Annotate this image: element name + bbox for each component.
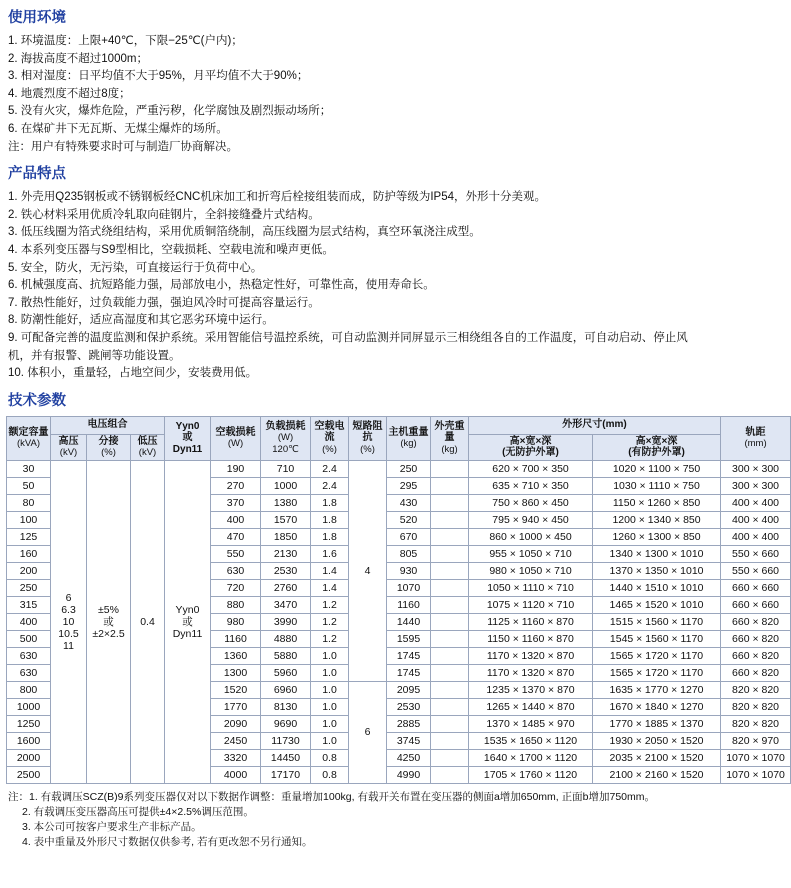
cell-track: 550 × 660 bbox=[721, 562, 791, 579]
th-lv: 低压 (kV) bbox=[131, 434, 165, 460]
cell-capacity: 1000 bbox=[7, 698, 51, 715]
cell-no-load-loss: 2090 bbox=[211, 715, 261, 732]
cell-no-load-current: 1.2 bbox=[311, 630, 349, 647]
cell-capacity: 315 bbox=[7, 596, 51, 613]
cell-no-load-loss: 4000 bbox=[211, 766, 261, 783]
cell-no-load-current: 1.8 bbox=[311, 494, 349, 511]
cell-dims-no-cover: 980 × 1050 × 710 bbox=[469, 562, 593, 579]
cell-case-weight bbox=[431, 715, 469, 732]
th-core-weight: 主机重量 (kg) bbox=[387, 416, 431, 460]
th-no-load-loss: 空载损耗 (W) bbox=[211, 416, 261, 460]
cell-dims-cover: 1770 × 1885 × 1370 bbox=[593, 715, 721, 732]
cell-no-load-current: 0.8 bbox=[311, 766, 349, 783]
cell-dims-no-cover: 1235 × 1370 × 870 bbox=[469, 681, 593, 698]
environment-list bbox=[8, 33, 700, 156]
cell-load-loss: 2760 bbox=[261, 579, 311, 596]
cell-no-load-current: 1.0 bbox=[311, 664, 349, 681]
cell-core-weight: 2530 bbox=[387, 698, 431, 715]
cell-dims-cover: 2035 × 2100 × 1520 bbox=[593, 749, 721, 766]
cell-core-weight: 295 bbox=[387, 477, 431, 494]
section-spec bbox=[0, 389, 785, 850]
cell-dims-no-cover: 1705 × 1760 × 1120 bbox=[469, 766, 593, 783]
cell-core-weight: 4990 bbox=[387, 766, 431, 783]
cell-load-loss: 1570 bbox=[261, 511, 311, 528]
cell-no-load-current: 1.6 bbox=[311, 545, 349, 562]
cell-load-loss: 1380 bbox=[261, 494, 311, 511]
cell-track: 1070 × 1070 bbox=[721, 766, 791, 783]
cell-case-weight bbox=[431, 477, 469, 494]
cell-dims-cover: 1565 × 1720 × 1170 bbox=[593, 664, 721, 681]
cell-track: 820 × 820 bbox=[721, 681, 791, 698]
cell-no-load-current: 1.4 bbox=[311, 579, 349, 596]
cell-core-weight: 520 bbox=[387, 511, 431, 528]
cell-dims-no-cover: 1050 × 1110 × 710 bbox=[469, 579, 593, 596]
cell-case-weight bbox=[431, 732, 469, 749]
list-item: 9. 可配备完善的温度监测和保护系统。采用智能信号温控系统，可自动监测并同屏显示三相绕组各自的工作温度，可自动启动、停止风机，并有报警、跳闸等功能设置。 bbox=[8, 331, 688, 362]
cell-no-load-current: 0.8 bbox=[311, 749, 349, 766]
cell-capacity: 80 bbox=[7, 494, 51, 511]
th-dims-no-cover: 高×宽×深 (无防护外罩) bbox=[469, 434, 593, 460]
cell-case-weight bbox=[431, 579, 469, 596]
cell-dims-cover: 1465 × 1520 × 1010 bbox=[593, 596, 721, 613]
cell-connection: Yyn0 或 Dyn11 bbox=[165, 460, 211, 783]
cell-core-weight: 250 bbox=[387, 460, 431, 477]
list-item: 4. 地震烈度不超过8度； bbox=[8, 87, 131, 100]
cell-capacity: 50 bbox=[7, 477, 51, 494]
list-item: 5. 安全，防火，无污染，可直接运行于负荷中心。 bbox=[8, 261, 263, 274]
cell-impedance-4: 4 bbox=[349, 460, 387, 681]
cell-dims-no-cover: 795 × 940 × 450 bbox=[469, 511, 593, 528]
cell-dims-cover: 1930 × 2050 × 1520 bbox=[593, 732, 721, 749]
cell-dims-cover: 2100 × 2160 × 1520 bbox=[593, 766, 721, 783]
cell-no-load-current: 1.4 bbox=[311, 562, 349, 579]
cell-load-loss: 710 bbox=[261, 460, 311, 477]
cell-capacity: 630 bbox=[7, 647, 51, 664]
cell-track: 660 × 820 bbox=[721, 664, 791, 681]
cell-no-load-loss: 3320 bbox=[211, 749, 261, 766]
cell-dims-cover: 1260 × 1300 × 850 bbox=[593, 528, 721, 545]
cell-dims-no-cover: 1265 × 1440 × 870 bbox=[469, 698, 593, 715]
cell-dims-cover: 1545 × 1560 × 1170 bbox=[593, 630, 721, 647]
cell-core-weight: 3745 bbox=[387, 732, 431, 749]
cell-dims-cover: 1370 × 1350 × 1010 bbox=[593, 562, 721, 579]
cell-case-weight bbox=[431, 596, 469, 613]
note-item: 注：1. 有载调压SCZ(B)9系列变压器仅对以下数据作调整：重量增加100kg, 有载开关布置在变压器的侧面a增加650mm, 正面b增加750mm。 bbox=[8, 790, 655, 803]
cell-track: 660 × 820 bbox=[721, 647, 791, 664]
cell-dims-no-cover: 1640 × 1700 × 1120 bbox=[469, 749, 593, 766]
section-features-title: 产品特点 bbox=[8, 166, 66, 183]
cell-case-weight bbox=[431, 698, 469, 715]
cell-core-weight: 4250 bbox=[387, 749, 431, 766]
list-item: 6. 在煤矿井下无瓦斯、无煤尘爆炸的场所。 bbox=[8, 122, 228, 135]
cell-capacity: 30 bbox=[7, 460, 51, 477]
th-connection: Yyn0 或 Dyn11 bbox=[165, 416, 211, 460]
cell-track: 300 × 300 bbox=[721, 477, 791, 494]
cell-case-weight bbox=[431, 681, 469, 698]
cell-track: 400 × 400 bbox=[721, 528, 791, 545]
cell-no-load-loss: 1360 bbox=[211, 647, 261, 664]
cell-track: 660 × 660 bbox=[721, 596, 791, 613]
cell-no-load-loss: 400 bbox=[211, 511, 261, 528]
th-hv: 高压 (kV) bbox=[51, 434, 87, 460]
cell-dims-no-cover: 1075 × 1120 × 710 bbox=[469, 596, 593, 613]
list-item: 6. 机械强度高、抗短路能力强，局部放电小，热稳定性好，可靠性高，使用寿命长。 bbox=[8, 279, 435, 292]
spec-table bbox=[6, 416, 791, 784]
cell-load-loss: 17170 bbox=[261, 766, 311, 783]
note-item: 2. 有载调压变压器高压可提供±4×2.5%调压范围。 bbox=[22, 805, 254, 818]
cell-capacity: 100 bbox=[7, 511, 51, 528]
cell-no-load-loss: 630 bbox=[211, 562, 261, 579]
th-capacity: 额定容量 (kVA) bbox=[7, 416, 51, 460]
cell-capacity: 125 bbox=[7, 528, 51, 545]
cell-dims-no-cover: 1370 × 1485 × 970 bbox=[469, 715, 593, 732]
cell-no-load-current: 1.0 bbox=[311, 715, 349, 732]
cell-core-weight: 2885 bbox=[387, 715, 431, 732]
cell-dims-cover: 1020 × 1100 × 750 bbox=[593, 460, 721, 477]
cell-track: 820 × 970 bbox=[721, 732, 791, 749]
cell-dims-no-cover: 1150 × 1160 × 870 bbox=[469, 630, 593, 647]
cell-track: 550 × 660 bbox=[721, 545, 791, 562]
cell-capacity: 500 bbox=[7, 630, 51, 647]
th-load-loss: 负载损耗 (W) 120℃ bbox=[261, 416, 311, 460]
cell-load-loss: 14450 bbox=[261, 749, 311, 766]
cell-no-load-loss: 1520 bbox=[211, 681, 261, 698]
cell-capacity: 250 bbox=[7, 579, 51, 596]
cell-no-load-loss: 2450 bbox=[211, 732, 261, 749]
list-item: 4. 本系列变压器与S9型相比，空载损耗、空载电流和噪声更低。 bbox=[8, 243, 334, 256]
cell-no-load-current: 1.8 bbox=[311, 528, 349, 545]
cell-track: 820 × 820 bbox=[721, 698, 791, 715]
cell-core-weight: 1160 bbox=[387, 596, 431, 613]
cell-capacity: 200 bbox=[7, 562, 51, 579]
cell-capacity: 2500 bbox=[7, 766, 51, 783]
cell-dims-cover: 1150 × 1260 × 850 bbox=[593, 494, 721, 511]
th-no-load-current: 空载电流 (%) bbox=[311, 416, 349, 460]
cell-case-weight bbox=[431, 613, 469, 630]
cell-core-weight: 430 bbox=[387, 494, 431, 511]
cell-capacity: 2000 bbox=[7, 749, 51, 766]
list-item: 2. 海拔高度不超过1000m； bbox=[8, 52, 148, 65]
list-item: 3. 相对湿度：日平均值不大于95%，月平均值不大于90%； bbox=[8, 70, 309, 83]
cell-no-load-current: 1.0 bbox=[311, 647, 349, 664]
cell-load-loss: 9690 bbox=[261, 715, 311, 732]
cell-case-weight bbox=[431, 630, 469, 647]
cell-dims-cover: 1200 × 1340 × 850 bbox=[593, 511, 721, 528]
th-case-weight: 外壳重量 (kg) bbox=[431, 416, 469, 460]
section-features bbox=[0, 162, 700, 383]
section-spec-title: 技术参数 bbox=[8, 392, 66, 409]
cell-capacity: 160 bbox=[7, 545, 51, 562]
cell-core-weight: 1440 bbox=[387, 613, 431, 630]
spec-table-wrap bbox=[6, 416, 785, 784]
cell-load-loss: 2130 bbox=[261, 545, 311, 562]
features-list bbox=[8, 189, 700, 383]
cell-load-loss: 8130 bbox=[261, 698, 311, 715]
list-item: 5. 没有火灾，爆炸危险，严重污秽，化学腐蚀及剧烈振动场所； bbox=[8, 105, 332, 118]
cell-case-weight bbox=[431, 545, 469, 562]
cell-no-load-current: 1.0 bbox=[311, 698, 349, 715]
cell-no-load-loss: 1300 bbox=[211, 664, 261, 681]
note-item: 3. 本公司可按客户要求生产非标产品。 bbox=[22, 820, 202, 833]
cell-case-weight bbox=[431, 528, 469, 545]
cell-core-weight: 670 bbox=[387, 528, 431, 545]
cell-impedance-6: 6 bbox=[349, 681, 387, 783]
cell-dims-no-cover: 635 × 710 × 350 bbox=[469, 477, 593, 494]
cell-dims-no-cover: 620 × 700 × 350 bbox=[469, 460, 593, 477]
cell-no-load-loss: 1770 bbox=[211, 698, 261, 715]
spec-table-body bbox=[7, 460, 791, 783]
cell-capacity: 800 bbox=[7, 681, 51, 698]
cell-lv: 0.4 bbox=[131, 460, 165, 783]
list-item: 注：用户有特殊要求时可与制造厂协商解决。 bbox=[8, 140, 238, 153]
note-item: 4. 表中重量及外形尺寸数据仅供参考, 若有更改恕不另行通知。 bbox=[22, 835, 313, 848]
cell-case-weight bbox=[431, 647, 469, 664]
cell-capacity: 1600 bbox=[7, 732, 51, 749]
cell-dims-no-cover: 1170 × 1320 × 870 bbox=[469, 664, 593, 681]
cell-core-weight: 2095 bbox=[387, 681, 431, 698]
cell-case-weight bbox=[431, 460, 469, 477]
cell-dims-no-cover: 955 × 1050 × 710 bbox=[469, 545, 593, 562]
th-voltage-group: 电压组合 bbox=[51, 416, 165, 434]
cell-capacity: 400 bbox=[7, 613, 51, 630]
cell-core-weight: 930 bbox=[387, 562, 431, 579]
cell-no-load-loss: 470 bbox=[211, 528, 261, 545]
cell-dims-cover: 1440 × 1510 × 1010 bbox=[593, 579, 721, 596]
cell-no-load-current: 1.8 bbox=[311, 511, 349, 528]
table-notes bbox=[8, 790, 700, 850]
cell-core-weight: 805 bbox=[387, 545, 431, 562]
cell-dims-no-cover: 1170 × 1320 × 870 bbox=[469, 647, 593, 664]
cell-track: 820 × 820 bbox=[721, 715, 791, 732]
list-item: 1. 环境温度：上限+40℃，下限−25℃(户内)； bbox=[8, 35, 243, 47]
cell-dims-no-cover: 750 × 860 × 450 bbox=[469, 494, 593, 511]
cell-no-load-current: 1.2 bbox=[311, 613, 349, 630]
cell-load-loss: 1850 bbox=[261, 528, 311, 545]
list-item: 7. 散热性能好，过负载能力强，强迫风冷时可提高容量运行。 bbox=[8, 296, 320, 309]
cell-load-loss: 3470 bbox=[261, 596, 311, 613]
cell-load-loss: 2530 bbox=[261, 562, 311, 579]
cell-no-load-loss: 550 bbox=[211, 545, 261, 562]
list-item: 2. 铁心材料采用优质冷轧取向硅钢片，全斜接缝叠片式结构。 bbox=[8, 208, 320, 221]
cell-no-load-loss: 190 bbox=[211, 460, 261, 477]
table-header-row bbox=[7, 416, 791, 434]
cell-hv: 6 6.3 10 10.5 11 bbox=[51, 460, 87, 783]
cell-no-load-current: 1.0 bbox=[311, 732, 349, 749]
cell-dims-cover: 1340 × 1300 × 1010 bbox=[593, 545, 721, 562]
cell-track: 660 × 820 bbox=[721, 613, 791, 630]
cell-no-load-loss: 270 bbox=[211, 477, 261, 494]
th-dims-cover: 高×宽×深 (有防护外罩) bbox=[593, 434, 721, 460]
cell-track: 660 × 660 bbox=[721, 579, 791, 596]
cell-dims-no-cover: 1125 × 1160 × 870 bbox=[469, 613, 593, 630]
cell-track: 1070 × 1070 bbox=[721, 749, 791, 766]
cell-load-loss: 5880 bbox=[261, 647, 311, 664]
list-item: 8. 防潮性能好，适应高湿度和其它恶劣环境中运行。 bbox=[8, 314, 274, 327]
cell-track: 300 × 300 bbox=[721, 460, 791, 477]
cell-no-load-current: 2.4 bbox=[311, 460, 349, 477]
cell-case-weight bbox=[431, 664, 469, 681]
cell-dims-cover: 1515 × 1560 × 1170 bbox=[593, 613, 721, 630]
th-dimensions: 外形尺寸(mm) bbox=[469, 416, 721, 434]
cell-no-load-loss: 980 bbox=[211, 613, 261, 630]
cell-core-weight: 1745 bbox=[387, 664, 431, 681]
list-item: 1. 外壳用Q235钢板或不锈钢板经CNC机床加工和折弯后栓接组装而成，防护等级为IP54，外形十分美观。 bbox=[8, 191, 546, 204]
cell-load-loss: 11730 bbox=[261, 732, 311, 749]
th-impedance: 短路阻抗 (%) bbox=[349, 416, 387, 460]
cell-tap: ±5% 或 ±2×2.5 bbox=[87, 460, 131, 783]
cell-capacity: 630 bbox=[7, 664, 51, 681]
cell-load-loss: 6960 bbox=[261, 681, 311, 698]
th-track: 轨距 (mm) bbox=[721, 416, 791, 460]
cell-case-weight bbox=[431, 562, 469, 579]
cell-capacity: 1250 bbox=[7, 715, 51, 732]
cell-no-load-current: 2.4 bbox=[311, 477, 349, 494]
cell-no-load-loss: 880 bbox=[211, 596, 261, 613]
cell-case-weight bbox=[431, 511, 469, 528]
cell-no-load-loss: 1160 bbox=[211, 630, 261, 647]
cell-load-loss: 4880 bbox=[261, 630, 311, 647]
cell-no-load-current: 1.0 bbox=[311, 681, 349, 698]
cell-no-load-loss: 720 bbox=[211, 579, 261, 596]
cell-dims-cover: 1670 × 1840 × 1270 bbox=[593, 698, 721, 715]
cell-dims-no-cover: 1535 × 1650 × 1120 bbox=[469, 732, 593, 749]
cell-load-loss: 3990 bbox=[261, 613, 311, 630]
cell-no-load-loss: 370 bbox=[211, 494, 261, 511]
section-environment-title: 使用环境 bbox=[8, 10, 66, 26]
cell-track: 400 × 400 bbox=[721, 494, 791, 511]
datasheet-page bbox=[0, 6, 785, 856]
cell-dims-cover: 1565 × 1720 × 1170 bbox=[593, 647, 721, 664]
cell-core-weight: 1070 bbox=[387, 579, 431, 596]
cell-track: 400 × 400 bbox=[721, 511, 791, 528]
cell-case-weight bbox=[431, 494, 469, 511]
cell-dims-cover: 1030 × 1110 × 750 bbox=[593, 477, 721, 494]
cell-core-weight: 1745 bbox=[387, 647, 431, 664]
cell-track: 660 × 820 bbox=[721, 630, 791, 647]
cell-load-loss: 1000 bbox=[261, 477, 311, 494]
cell-core-weight: 1595 bbox=[387, 630, 431, 647]
list-item: 10. 体积小，重量轻，占地空间少，安装费用低。 bbox=[8, 367, 258, 380]
cell-load-loss: 5960 bbox=[261, 664, 311, 681]
th-tap: 分接 (%) bbox=[87, 434, 131, 460]
section-environment bbox=[0, 6, 700, 156]
list-item: 3. 低压线圈为箔式绕组结构，采用优质铜箔绕制，高压线圈为层式结构，真空环氧浇注成型。 bbox=[8, 226, 481, 239]
cell-case-weight bbox=[431, 766, 469, 783]
table-row bbox=[7, 460, 791, 477]
cell-dims-cover: 1635 × 1770 × 1270 bbox=[593, 681, 721, 698]
cell-dims-no-cover: 860 × 1000 × 450 bbox=[469, 528, 593, 545]
cell-no-load-current: 1.2 bbox=[311, 596, 349, 613]
cell-case-weight bbox=[431, 749, 469, 766]
